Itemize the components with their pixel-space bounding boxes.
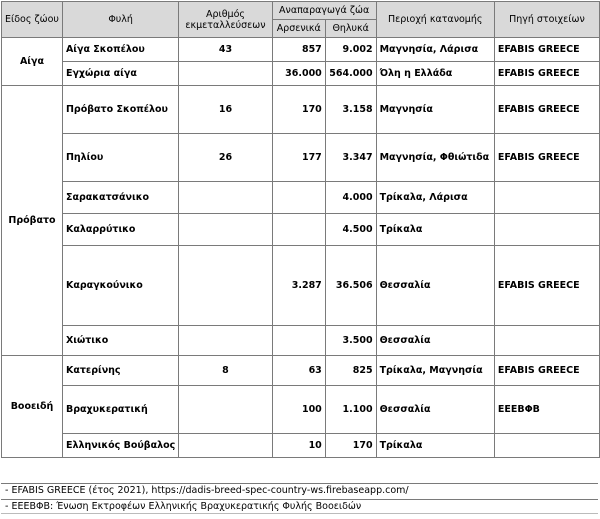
region-cell: Θεσσαλία [376,246,494,326]
livestock-breeds-table [1,1,600,458]
farms-cell [179,434,272,458]
farms-cell: 26 [179,134,272,182]
table-row [2,356,600,386]
header-farms-line1: Αριθμός [205,8,245,20]
region-cell: Τρίκαλα [376,434,494,458]
male-cell: 170 [272,86,325,134]
farms-cell [179,214,272,246]
species-cell-sheep: Πρόβατο [2,86,63,356]
source-cell: EFABIS GREECE [494,246,599,326]
breed-cell: Πρόβατο Σκοπέλου [62,86,178,134]
breed-cell: Ελληνικός Βούβαλος [62,434,178,458]
table-row [2,86,600,134]
header-region: Περιοχή κατανομής [376,2,494,38]
male-cell: 10 [272,434,325,458]
region-cell: Μαγνησία [376,86,494,134]
breed-cell: Καραγκούνικο [62,246,178,326]
breed-cell: Χιώτικο [62,326,178,356]
source-cell: EFABIS GREECE [494,356,599,386]
source-cell [494,326,599,356]
header-farms-line2: εκμεταλλεύσεων [185,19,266,31]
region-cell: Τρίκαλα, Μαγνησία [376,356,494,386]
farms-cell [179,246,272,326]
header-breeding-animals: Αναπαραγωγά ζώα [272,2,376,20]
table-row [2,62,600,86]
source-cell: EFABIS GREECE [494,62,599,86]
species-cell-cattle: Βοοειδή [2,356,63,458]
header-male: Αρσενικά [272,20,325,38]
source-cell: ΕΕΕΒΦΒ [494,386,599,434]
header-farms [179,2,272,38]
table-row [2,182,600,214]
female-cell: 3.347 [325,134,376,182]
table-row [2,386,600,434]
footnote-efabis: - EFABIS GREECE (έτος 2021), https://dadis-breed-spec-country-ws.firebaseapp.com/ [1,483,598,498]
female-cell: 9.002 [325,38,376,62]
species-cell-goats: Αίγα [2,38,63,86]
farms-cell [179,326,272,356]
table-row [2,246,600,326]
table-row [2,214,600,246]
breed-cell: Πηλίου [62,134,178,182]
male-cell [272,326,325,356]
breed-cell: Κατερίνης [62,356,178,386]
farms-cell: 43 [179,38,272,62]
farms-cell: 16 [179,86,272,134]
header-source: Πηγή στοιχείων [494,2,599,38]
table-row [2,434,600,458]
farms-cell [179,386,272,434]
table-row [2,38,600,62]
region-cell: Όλη η Ελλάδα [376,62,494,86]
male-cell: 3.287 [272,246,325,326]
female-cell: 3.158 [325,86,376,134]
female-cell: 170 [325,434,376,458]
header-female: Θηλυκά [325,20,376,38]
female-cell: 564.000 [325,62,376,86]
footnote-eeebfb: - ΕΕΕΒΦΒ: Ένωση Εκτροφέων Ελληνικής Βραχυκερατικής Φυλής Βοοειδών [1,499,598,514]
male-cell [272,214,325,246]
male-cell: 857 [272,38,325,62]
region-cell: Μαγνησία, Λάρισα [376,38,494,62]
female-cell: 825 [325,356,376,386]
region-cell: Τρίκαλα [376,214,494,246]
female-cell: 3.500 [325,326,376,356]
breed-cell: Εγχώρια αίγα [62,62,178,86]
male-cell: 63 [272,356,325,386]
region-cell: Μαγνησία, Φθιώτιδα [376,134,494,182]
header-breed: Φυλή [62,2,178,38]
header-species: Είδος ζώου [2,2,63,38]
male-cell: 177 [272,134,325,182]
breed-cell: Βραχυκερατική [62,386,178,434]
male-cell [272,182,325,214]
breed-cell: Καλαρρύτικο [62,214,178,246]
source-cell: EFABIS GREECE [494,38,599,62]
table-row [2,134,600,182]
farms-cell: 8 [179,356,272,386]
male-cell: 100 [272,386,325,434]
source-cell [494,214,599,246]
region-cell: Θεσσαλία [376,326,494,356]
male-cell: 36.000 [272,62,325,86]
source-cell [494,434,599,458]
region-cell: Θεσσαλία [376,386,494,434]
female-cell: 4.500 [325,214,376,246]
female-cell: 1.100 [325,386,376,434]
female-cell: 4.000 [325,182,376,214]
farms-cell [179,62,272,86]
source-cell [494,182,599,214]
source-cell: EFABIS GREECE [494,134,599,182]
breed-cell: Σαρακατσάνικο [62,182,178,214]
source-cell: EFABIS GREECE [494,86,599,134]
table-row [2,326,600,356]
breed-cell: Αίγα Σκοπέλου [62,38,178,62]
female-cell: 36.506 [325,246,376,326]
region-cell: Τρίκαλα, Λάρισα [376,182,494,214]
farms-cell [179,182,272,214]
